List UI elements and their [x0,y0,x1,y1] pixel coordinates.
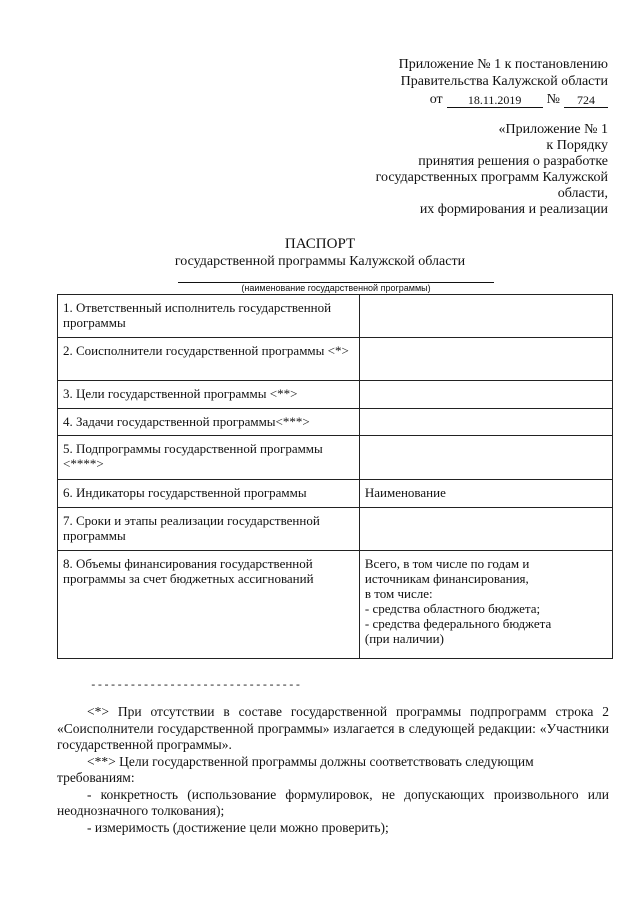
table-row [58,381,613,409]
row-label: 4. Задачи государственной программы<***> [58,409,360,436]
header-date: 18.11.2019 [447,93,543,108]
footnote-paragraph: требованиям: [57,770,135,785]
header-date-line [348,91,608,108]
footnote-paragraph: <**> Цели государственной программы должны соответствовать следующим [87,753,534,769]
resolution-header [348,56,608,108]
financing-line: Всего, в том числе по годам и [364,556,530,571]
row-label: 8. Объемы финансирования государственной программы за счет бюджетных ассигнований [58,551,360,659]
title-caption: (наименование государственной программы) [241,283,431,293]
passport-table [57,294,613,659]
row-label: 3. Цели государственной программы <**> [58,381,360,409]
financing-line: - средства федерального бюджета [364,616,552,631]
footnote-paragraph: <*> При отсутствии в составе государственной программы подпрограмм строка 2 «Соисполнители государственной программы» излагается в следующей редакции: «Участники государственной программы». [57,704,609,752]
footnote-paragraph: - измеримость (достижение цели можно проверить); [87,819,389,835]
row-value-financing [359,551,612,659]
header-line-1: Приложение № 1 к постановлению [398,57,608,72]
header-number-label: № [546,92,560,107]
appendix-line: государственных программ Калужской [375,170,608,185]
passport-title [0,235,640,271]
row-label: 7. Сроки и этапы реализации государственной программы [58,508,360,551]
table-row [58,480,613,508]
appendix-line: к Порядку [546,138,608,153]
title-sub: государственной программы Калужской области [174,254,466,269]
header-ot-label: от [429,92,443,107]
footnote-separator: -------------------------------- [90,680,302,692]
table-row [58,551,613,659]
title-main: ПАСПОРТ [284,236,356,252]
row-value [359,436,612,480]
financing-line: источникам финансирования, [364,571,529,586]
row-value [359,409,612,436]
footnotes [57,704,609,836]
financing-line: в том числе: [364,586,433,601]
appendix-line: их формирования и реализации [419,202,608,217]
row-value [359,295,612,338]
appendix-line: области, [557,186,608,201]
row-value [359,381,612,409]
table-row [58,508,613,551]
row-label: 6. Индикаторы государственной программы [58,480,360,508]
table-row [58,409,613,436]
financing-line: (при наличии) [364,631,444,646]
row-label: 5. Подпрограммы государственной программы <****> [58,436,360,480]
appendix-line: «Приложение № 1 [498,122,608,137]
table-row [58,295,613,338]
financing-line: - средства областного бюджета; [364,601,541,616]
row-value [359,508,612,551]
footnote-paragraph: - конкретность (использование формулировок, не допускающих произвольного или неоднозначного толкования); [57,786,609,818]
table-row [58,338,613,381]
row-label: 2. Соисполнители государственной программы <*> [58,338,360,381]
header-number: 724 [564,93,608,108]
table-row [58,436,613,480]
header-line-2: Правительства Калужской области [400,74,608,89]
appendix-line: принятия решения о разработке [418,154,608,169]
row-value: Наименование [359,480,612,508]
row-label: 1. Ответственный исполнитель государственной программы [58,295,360,338]
row-value [359,338,612,381]
appendix-reference [318,122,608,218]
